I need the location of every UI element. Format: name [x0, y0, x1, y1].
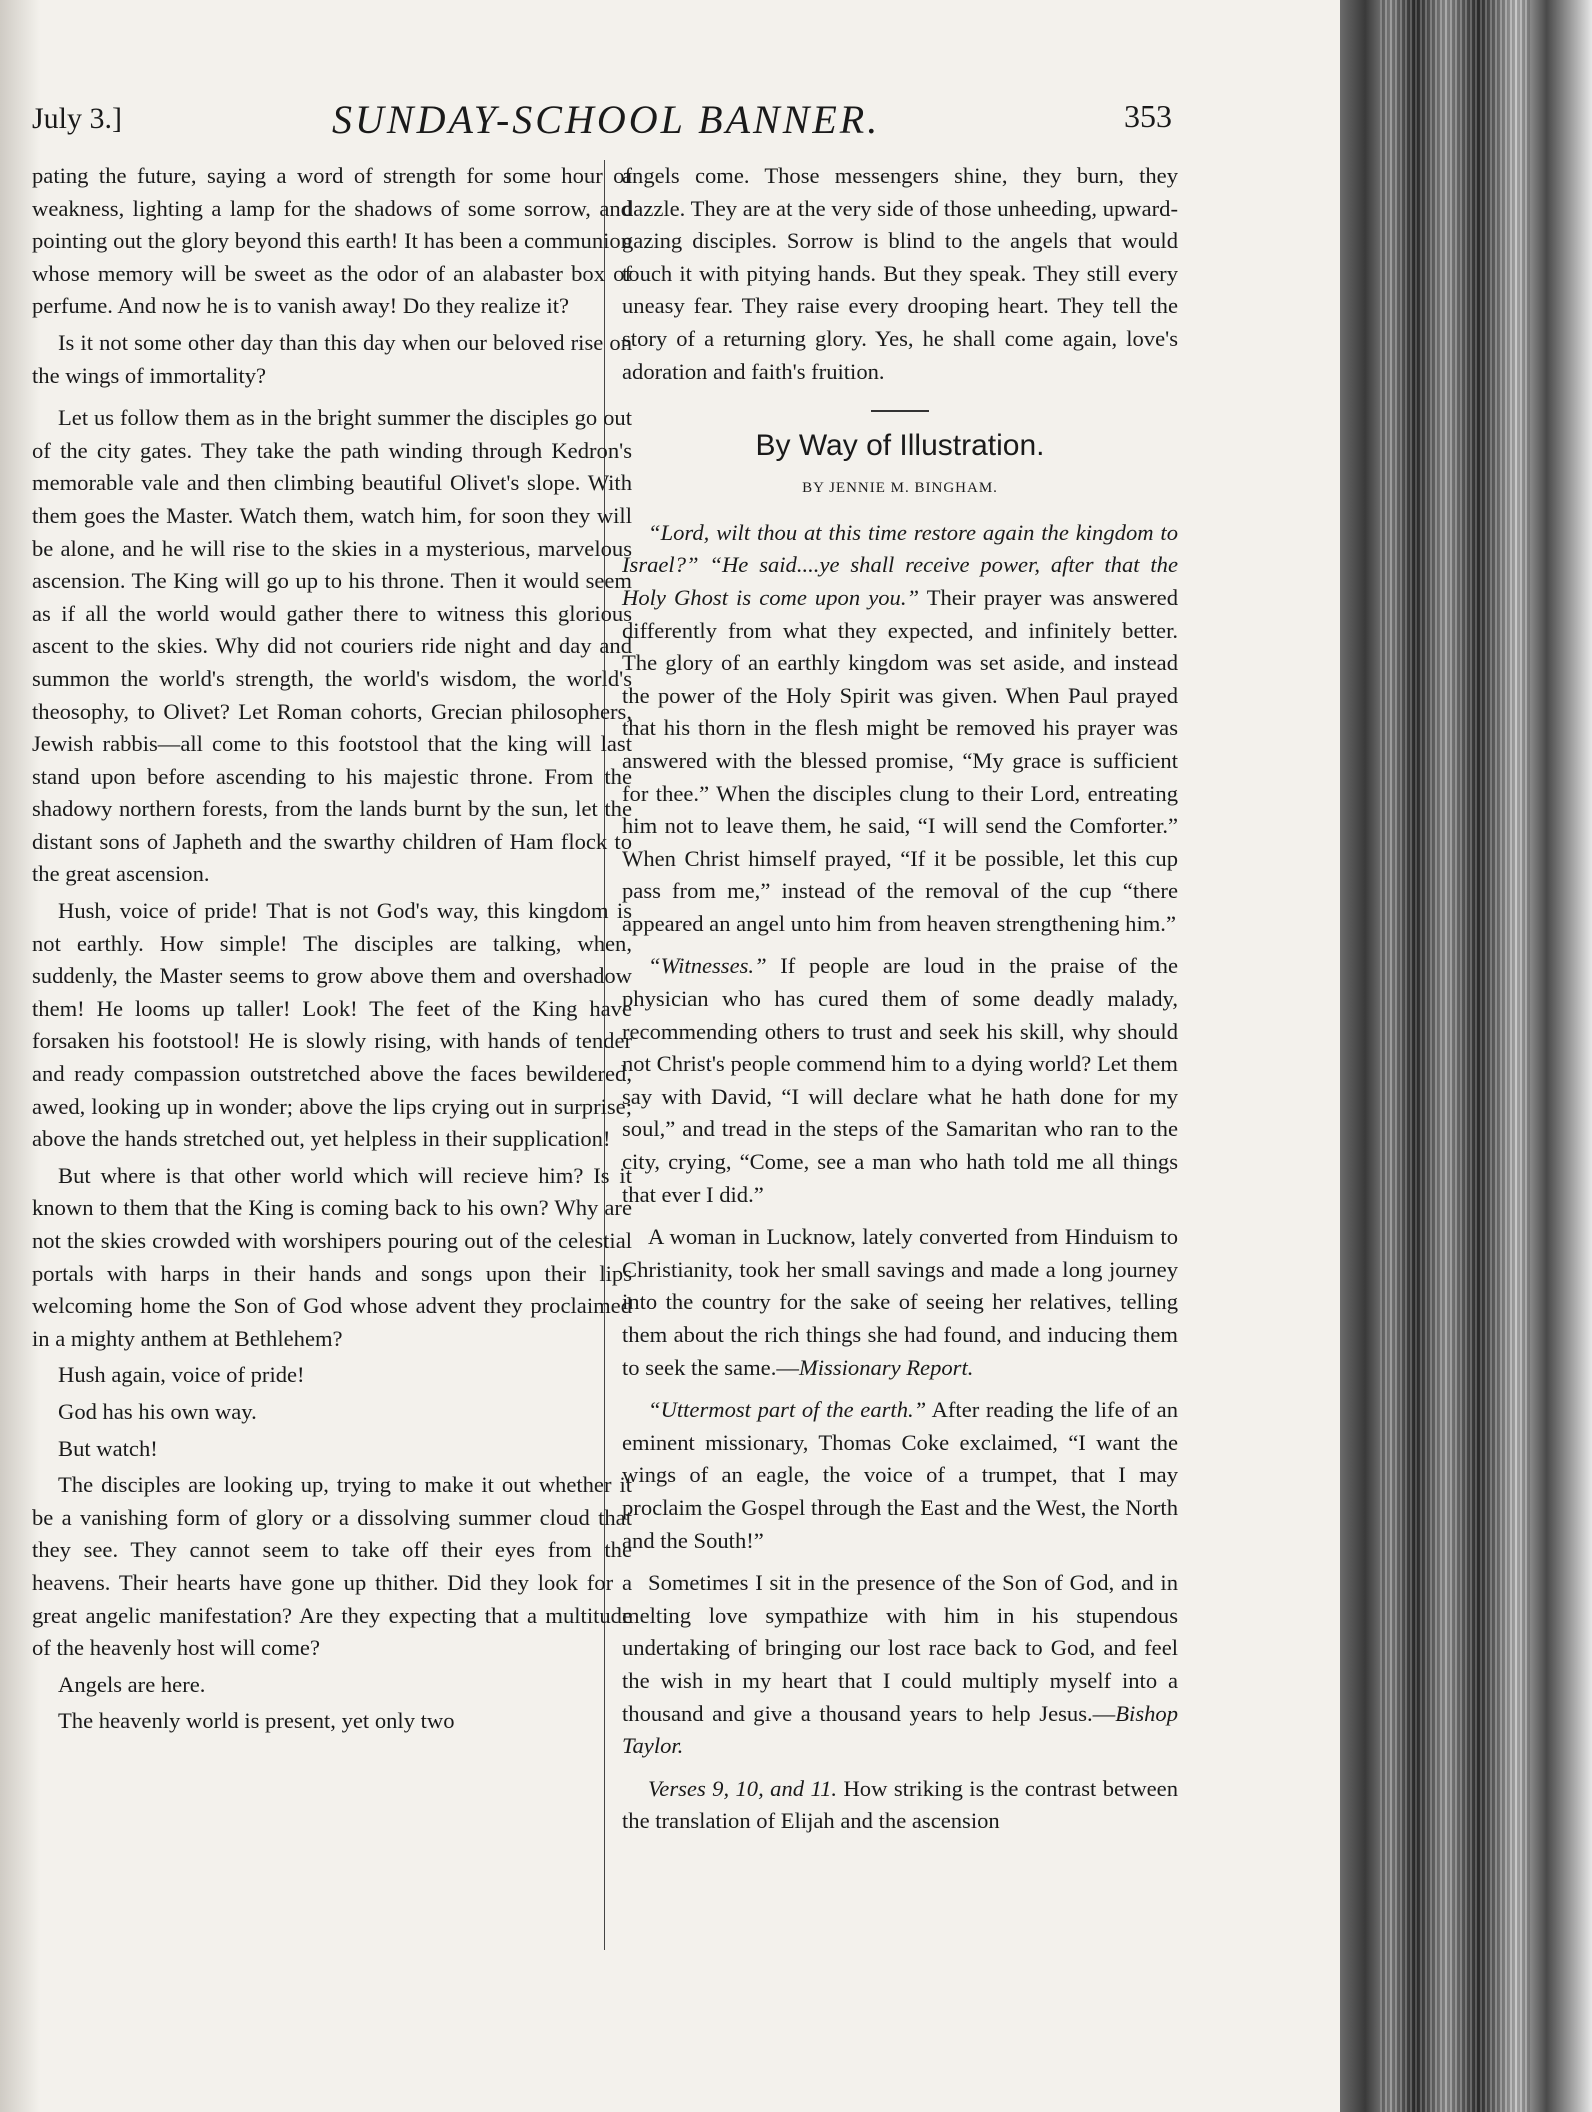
paragraph: pating the future, saying a word of strength for some hour of weakness, lighting a lamp for the shadows of some sorrow, and pointing out the glory beyond this earth! It has been a communion whose memory will be sweet as the odor of an alabaster box of perfume. And now he is to vanish away! Do they realize it? [32, 163, 632, 319]
paragraph-text: A woman in Lucknow, lately converted from Hinduism to Christianity, took her small savings and made a long journey into the country for the sake of seeing her relatives, telling them about the rich things she had found, and inducing them to seek the same.— [622, 1224, 1178, 1380]
section-title: By Way of Illustration. [755, 429, 1045, 463]
paragraph: Let us follow them as in the bright summer the disciples go out of the city gates. They take the path winding through Kedron's memorable vale and then climbing beautiful Olivet's slope. With them goes the Master. Watch them, watch him, for soon they will be alone, and he will rise to the skies in a mysterious, marvelous ascension. The King will go up to his throne. Then it would seem as if all the world would gather there to witness this glorious ascent to the skies. Why did not couriers ride night and day and summon the world's strength, the world's wisdom, the world's theosophy, to Olivet? Let Roman cohorts, Grecian philosophers, Jewish rabbis—all come to this footstool that the king will last stand upon before ascending to his majestic throne. From the shadowy northern forests, from the lands burnt by the sun, let the distant sons of Japheth and the swarthy children of Ham flock to the great ascension. [32, 405, 632, 887]
paragraph [622, 1221, 1178, 1384]
paragraph: God has his own way. [58, 1398, 257, 1424]
paragraph-text: After reading the life of an eminent missionary, Thomas Coke exclaimed, “I want the wings of an eagle, the voice of a trumpet, that I may proclaim the Gospel through the East and the West, the North and the South!” [622, 1397, 1178, 1553]
paragraph [622, 1394, 1178, 1557]
left-column [32, 160, 632, 1742]
right-column [622, 160, 1178, 1842]
page-edge-lines [1380, 0, 1530, 2112]
byline: BY JENNIE M. BINGHAM. [802, 480, 998, 497]
paragraph-text: How striking is the contrast between the translation of Elijah and the ascension [622, 1775, 1179, 1834]
paragraph: Is it not some other day than this day when our beloved rise on the wings of immortality? [32, 329, 632, 388]
paragraph [622, 1567, 1178, 1763]
paragraph-text: If people are loud in the praise of the physician who has cured them of some deadly malady, recommending others to trust and seek his skill, why should not Christ's people commend him to a dying world? Let them say with David, “I will declare what he hath done for my soul,” and tread in the steps of the Samaritan who ran to the city, crying, “Come, see a man who hath told me all things that ever I did.” [622, 953, 1178, 1207]
paragraph: Hush, voice of pride! That is not God's way, this kingdom is not earthly. How simple! The disciples are talking, when, suddenly, the Master seems to grow above them and overshadow them! He looms up taller! Look! The feet of the King have forsaken his footstool! He is slowly rising, with hands of tender and ready compassion outstretched above the faces bewildered, awed, looking up in wonder; above the lips crying out in surprise; above the hands stretched out, yet helpless in their supplication! [32, 898, 632, 1152]
paragraph [622, 950, 1178, 1211]
paragraph [622, 1773, 1178, 1838]
section-rule [871, 410, 929, 412]
paragraph: Hush again, voice of pride! [58, 1362, 305, 1388]
paragraph: angels come. Those messengers shine, they burn, they dazzle. They are at the very side of those unheeding, upward-gazing disciples. Sorrow is blind to the angels that would touch it with pitying hands. But they speak. They still every uneasy fear. They raise every drooping heart. They tell the story of a returning glory. Yes, he shall come again, love's adoration and faith's fruition. [622, 163, 1178, 384]
running-header [32, 92, 1172, 152]
scripture-quote: “Uttermost part of the earth.” [648, 1397, 927, 1423]
scripture-quote: “Lord, wilt thou at this time restore again the kingdom to Israel?” “He said....ye shall receive power, after that the Holy Ghost is come upon you.” [622, 519, 1178, 610]
page-number: 353 [1124, 98, 1172, 134]
paragraph: But watch! [58, 1435, 158, 1461]
paragraph [622, 517, 1178, 941]
paragraph: But where is that other world which will recieve him? Is it known to them that the King is coming back to his own? Why are not the skies crowded with worshipers pouring out of the celestial portals with harps in their hands and songs upon their lips welcoming home the Son of God whose advent they proclaimed in a mighty anthem at Bethlehem? [32, 1162, 632, 1351]
scripture-quote: “Witnesses.” [648, 953, 767, 979]
header-date: July 3.] [32, 102, 122, 135]
paragraph: Angels are here. [58, 1671, 206, 1697]
source-citation: Bishop Taylor. [622, 1700, 1178, 1759]
verse-label: Verses 9, 10, and 11. [648, 1775, 838, 1801]
source-citation: Missionary Report. [798, 1354, 974, 1380]
header-title: SUNDAY-SCHOOL BANNER. [332, 97, 881, 142]
paragraph-text: Sometimes I sit in the presence of the Son of God, and in melting love sympathize with him in his stupendous undertaking of bringing our lost race back to God, and feel the wish in my heart that I could multiply myself into a thousand and give a thousand years to help Jesus.— [622, 1570, 1178, 1726]
paragraph-text: Their prayer was answered differently from what they expected, and infinitely better. The glory of an earthly kingdom was set aside, and instead the power of the Holy Spirit was given. When Paul prayed that his thorn in the flesh might be removed his prayer was answered with the blessed promise, “My grace is sufficient for thee.” When the disciples clung to their Lord, entreating him not to leave them, he said, “I will send the Comforter.” When Christ himself prayed, “If it be possible, let this cup pass from me,” instead of the removal of the cup “there appeared an angel unto him from heaven strengthening him.” [622, 584, 1178, 936]
paragraph: The disciples are looking up, trying to make it out whether it be a vanishing form of glory or a dissolving summer cloud that they see. They cannot seem to take off their eyes from the heavens. Their hearts have gone up thither. Did they look for a great angelic manifestation? Are they expecting that a multitude of the heavenly host will come? [32, 1472, 632, 1661]
paragraph: The heavenly world is present, yet only two [58, 1708, 455, 1734]
